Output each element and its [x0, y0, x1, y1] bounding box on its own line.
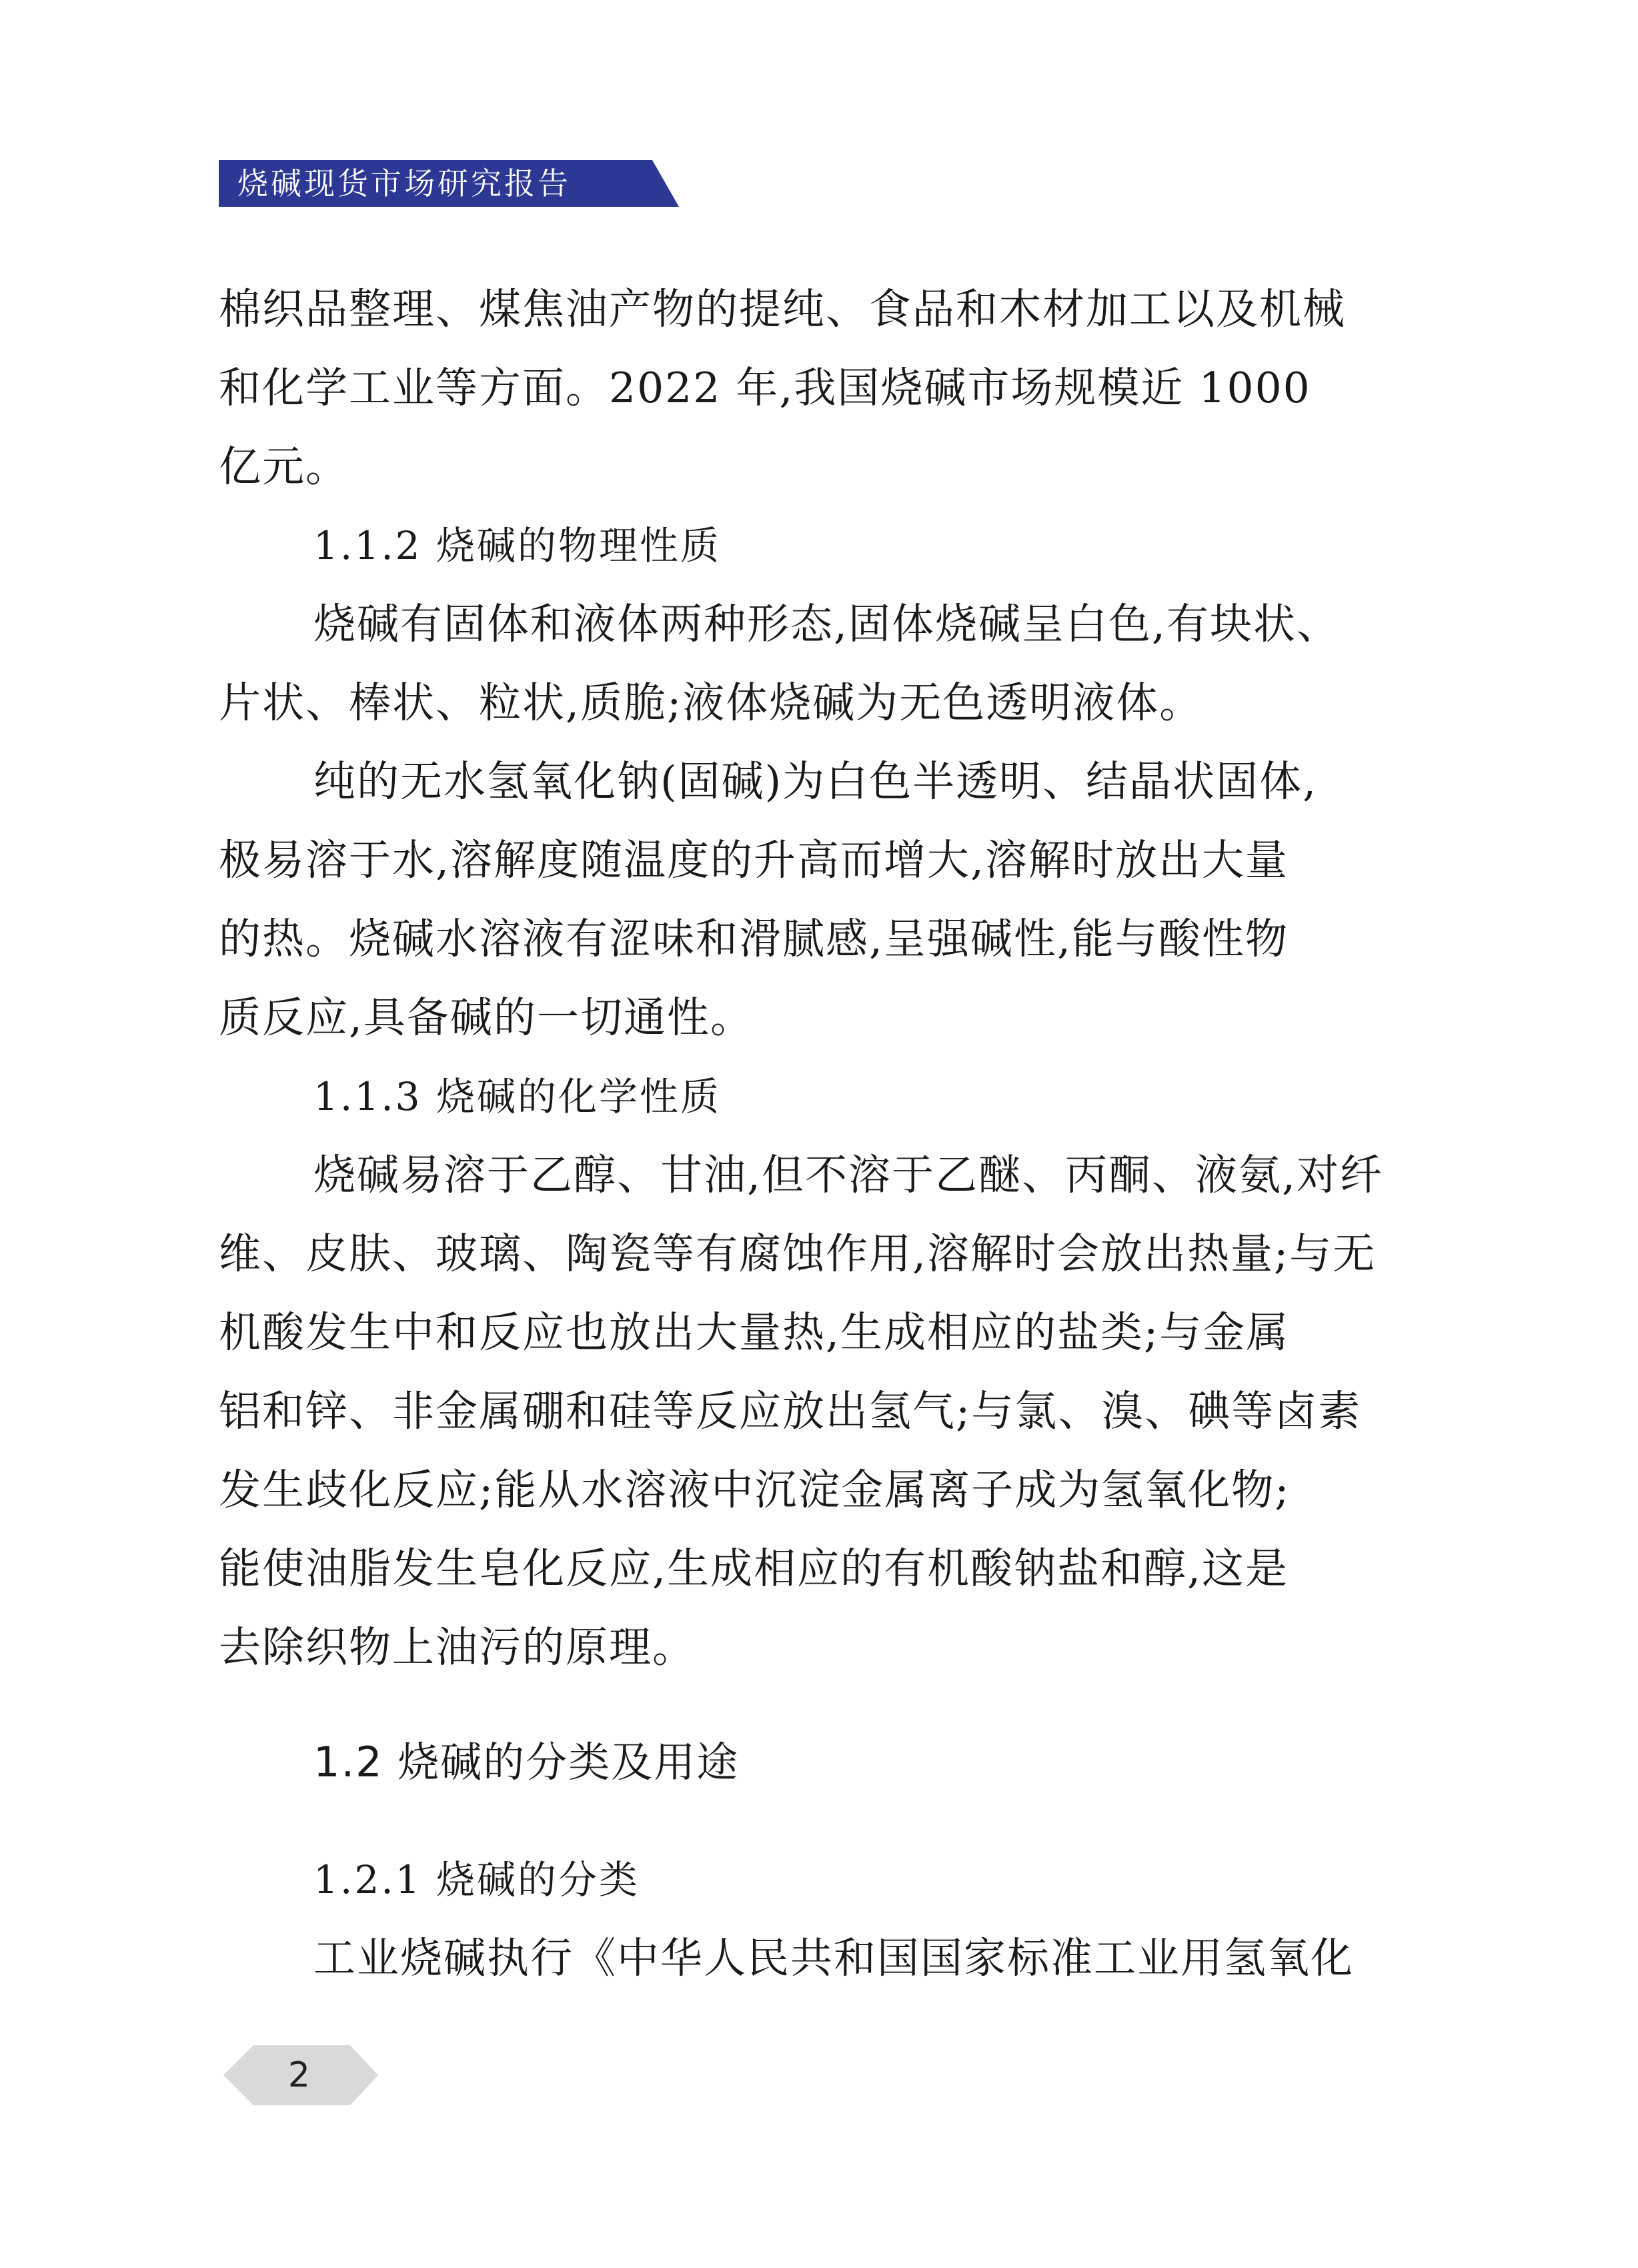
paragraph-line: 能使油脂发生皂化反应,生成相应的有机酸钠盐和醇,这是 [219, 1544, 1289, 1593]
running-header-title: 烧碱现货市场研究报告 [237, 165, 571, 201]
paragraph-line: 烧碱有固体和液体两种形态,固体烧碱呈白色,有块状、 [313, 600, 1341, 648]
paragraph-line: 质反应,具备碱的一切通性。 [219, 993, 754, 1042]
running-header [219, 160, 679, 207]
subsection-heading-1-1-3: 1.1.3 烧碱的化学性质 [313, 1074, 722, 1119]
paragraph-line: 片状、棒状、粒状,质脆;液体烧碱为无色透明液体。 [219, 678, 1203, 727]
paragraph-line: 纯的无水氢氧化钠(固碱)为白色半透明、结晶状固体, [313, 757, 1318, 806]
paragraph-line: 亿元。 [219, 442, 349, 491]
paragraph-line: 机酸发生中和反应也放出大量热,生成相应的盐类;与金属 [219, 1308, 1290, 1357]
paragraph-line: 棉织品整理、煤焦油产物的提纯、食品和木材加工以及机械 [219, 285, 1346, 334]
section-heading-1-2: 1.2 烧碱的分类及用途 [313, 1738, 740, 1786]
paragraph-line: 发生歧化反应;能从水溶液中沉淀金属离子成为氢氧化物; [219, 1466, 1291, 1514]
page-number: 2 [287, 2055, 310, 2095]
paragraph-line: 铝和锌、非金属硼和硅等反应放出氢气;与氯、溴、碘等卤素 [219, 1387, 1362, 1436]
subsection-heading-1-1-2: 1.1.2 烧碱的物理性质 [313, 523, 722, 568]
paragraph-line: 烧碱易溶于乙醇、甘油,但不溶于乙醚、丙酮、液氨,对纤 [313, 1151, 1384, 1199]
paragraph-line: 工业烧碱执行《中华人民共和国国家标准工业用氢氧化 [313, 1934, 1354, 1982]
paragraph-line: 和化学工业等方面。2022 年,我国烧碱市场规模近 1000 [219, 364, 1311, 412]
page-number-badge [223, 2045, 378, 2105]
paragraph-line: 的热。烧碱水溶液有涩味和滑腻感,呈强碱性,能与酸性物 [219, 915, 1289, 963]
paragraph-line: 去除织物上油污的原理。 [219, 1623, 696, 1672]
paragraph-line: 维、皮肤、玻璃、陶瓷等有腐蚀作用,溶解时会放出热量;与无 [219, 1229, 1377, 1278]
subsection-heading-1-2-1: 1.2.1 烧碱的分类 [313, 1857, 640, 1902]
paragraph-line: 极易溶于水,溶解度随温度的升高而增大,溶解时放出大量 [219, 836, 1289, 885]
